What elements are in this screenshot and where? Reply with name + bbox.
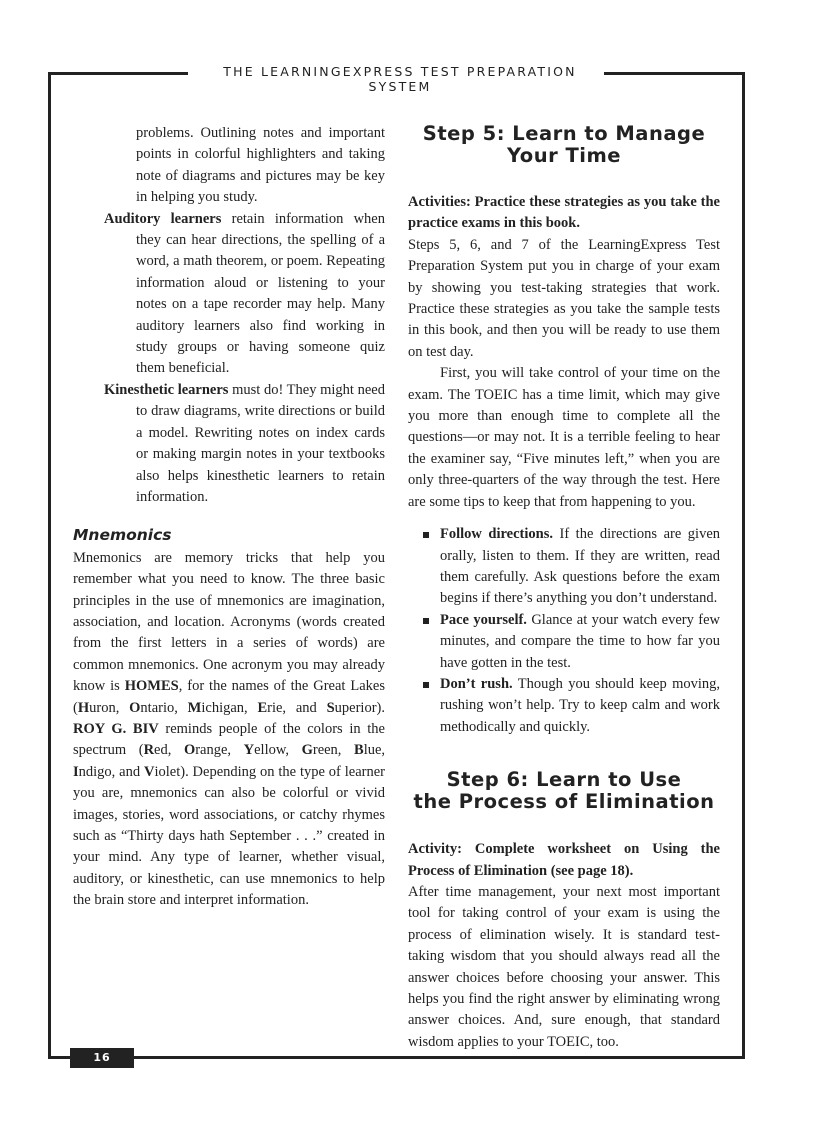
mnemonics-paragraph: Mnemonics are memory tricks that help you remember what you need to know. The three basic principles in the use of mnemonics are imagination, association, and location. Acronyms (words created from the first letters in a series of words) are common mnemonics. One acronym you may already know is HOMES, for the names of the Great Lakes (Huron, Ontario, Michigan, Erie, and Superior). ROY G. BIV reminds people of the colors in the spectrum (Red, Orange, Yellow, Green, Blue, Indigo, and Violet). Depending on the type of learner you are, mnemonics can also be colorful or vivid images, stories, word associations, or catchy rhymes such as “Thirty days hath September . . .” created in your mind. Any type of learner, whether visual, auditory, or kinesthetic, can use mnemonics to help the brain store and interpret information. [73, 549, 386, 909]
step5-activity: Activities: Practice these strategies as you take the practice exams in this book. [408, 194, 720, 232]
right-column [408, 123, 720, 1053]
header-rule-left [48, 72, 188, 75]
bullet-square-icon [423, 682, 429, 688]
left-column [73, 123, 385, 912]
frame-bottom-rule [48, 1056, 745, 1059]
auditory-learners-term: Auditory learners [104, 210, 222, 227]
frame-left-rule [48, 73, 51, 1058]
header-rule-right [604, 72, 745, 75]
step6-activity: Activity: Complete worksheet on Using the Process of Elimination (see page 18). [408, 841, 720, 879]
list-item: Follow directions. If the directions are given orally, listen to them. If they are written, read them carefully. Ask questions before the exam begins if there’s anything you don’t understand. [408, 524, 720, 610]
kinesthetic-learners-text: must do! They might need to draw diagrams, write directions or build a model. Rewriting notes on index cards or making margin notes in your textbooks also helps kinesthetic learners to retain information. [136, 381, 385, 505]
bullet-square-icon [423, 532, 429, 538]
list-item: Don’t rush. Though you should keep moving, rushing won’t help. Try to keep calm and work methodically and quickly. [408, 674, 720, 738]
roygbiv-acronym: ROY G. BIV [73, 720, 159, 737]
list-item: Pace yourself. Glance at your watch every few minutes, and compare the time to how far you have gotten in the test. [408, 610, 720, 674]
kinesthetic-learners-paragraph [73, 380, 385, 508]
bullet-square-icon [423, 618, 429, 624]
kinesthetic-learners-term: Kinesthetic learners [104, 381, 229, 398]
visual-learners-continuation: problems. Outlining notes and important points in colorful highlighters and taking note of diagrams and pictures may be key in helping you study. [136, 125, 385, 206]
step5-heading: Step 5: Learn to Manage Your Time [422, 122, 706, 167]
frame-right-rule [742, 73, 745, 1058]
page-number: 16 [70, 1048, 134, 1068]
auditory-learners-paragraph [73, 209, 385, 380]
step5-paragraph-1: Steps 5, 6, and 7 of the LearningExpress Test Preparation System put you in charge of your exam by showing you test-taking strategies that work. Practice these strategies as you take the sample tests in this book, and then you will be ready to use them on test day. [408, 236, 720, 360]
step5-paragraph-2: First, you will take control of your time on the exam. The TOEIC has a time limit, which may give you more than enough time to complete all the questions—or may not. It is a terrible feeling to hear the examiner say, “Five minutes left,” when you are only three-quarters of the way through the test. Here are some tips to keep that from happening to you. [408, 365, 720, 510]
auditory-learners-text: retain information when they can hear directions, the spelling of a word, a math theorem, or poem. Repeating information aloud or listening to your notes on a tape recorder may help. Many auditory learners also find working in study groups or having someone quiz them beneficial. [136, 210, 385, 377]
step6-heading: Step 6: Learn to Use the Process of Elimination [413, 768, 715, 814]
running-header: THE LEARNINGEXPRESS TEST PREPARATION SYSTEM [223, 64, 577, 94]
time-tips-list [408, 524, 720, 738]
step6-paragraph-1: After time management, your next most important tool for taking control of your exam is using the process of elimination wisely. It is standard test-taking wisdom that you should always read all the answer choices before choosing your answer. This helps you find the right answer by eliminating wrong answer choices. And, sure enough, that standard wisdom applies to your TOEIC, too. [408, 883, 720, 1050]
homes-acronym: HOMES [124, 678, 179, 695]
mnemonics-heading: Mnemonics [73, 526, 172, 545]
